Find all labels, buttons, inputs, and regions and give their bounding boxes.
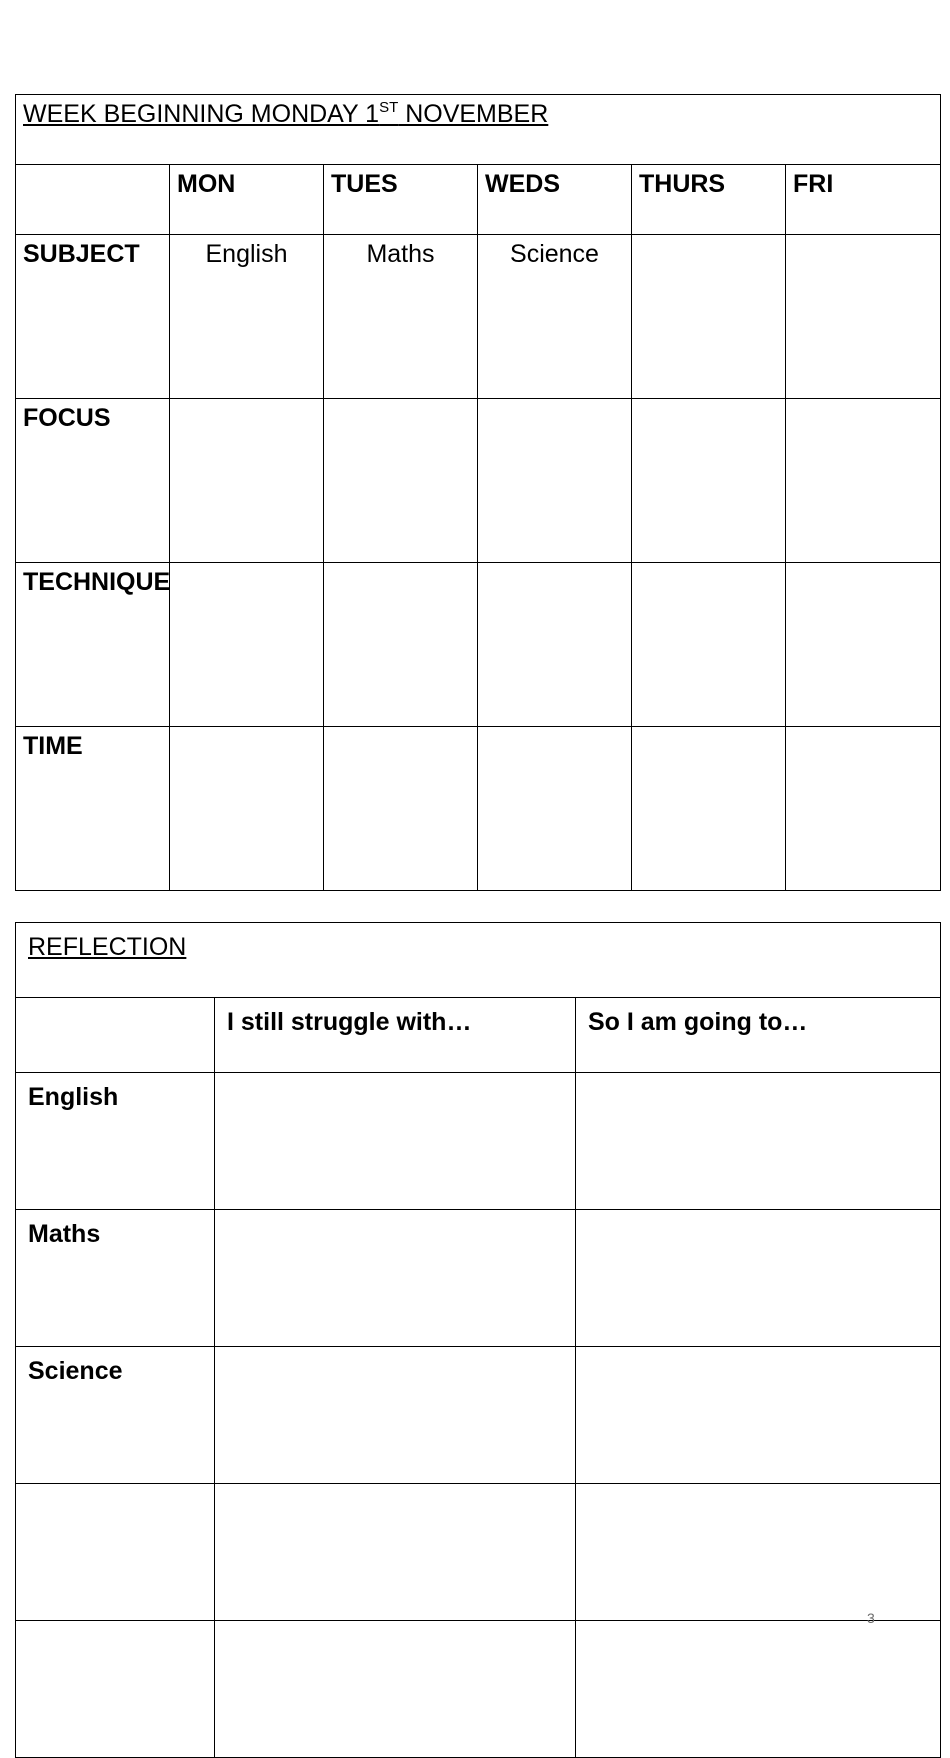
subject-thurs-cell <box>632 235 786 399</box>
technique-weds-cell <box>478 563 632 727</box>
focus-mon-cell <box>170 399 324 563</box>
blank-1-struggle-cell <box>215 1484 576 1621</box>
time-mon-cell <box>170 727 324 891</box>
focus-fri-cell <box>786 399 941 563</box>
reflection-corner-cell <box>16 998 215 1073</box>
time-thurs-cell <box>632 727 786 891</box>
column-header-struggle: I still struggle with… <box>215 998 576 1073</box>
subject-weds-cell: Science <box>478 235 632 399</box>
schedule-title-cell <box>16 95 941 165</box>
focus-weds-cell <box>478 399 632 563</box>
reflection-title: REFLECTION <box>28 933 187 961</box>
reflection-label-blank-2 <box>16 1621 215 1758</box>
subject-tues-cell: Maths <box>324 235 478 399</box>
technique-fri-cell <box>786 563 941 727</box>
schedule-day-header-row <box>16 165 941 235</box>
reflection-label-blank-1 <box>16 1484 215 1621</box>
row-label-focus: FOCUS <box>16 399 170 563</box>
english-plan-cell <box>576 1073 941 1210</box>
reflection-label-english: English <box>16 1073 215 1210</box>
schedule-title-superscript: ST <box>379 99 399 116</box>
subject-mon-cell: English <box>170 235 324 399</box>
schedule-title-end: NOVEMBER <box>398 100 549 128</box>
reflection-row-maths <box>16 1210 941 1347</box>
english-struggle-cell <box>215 1073 576 1210</box>
row-label-technique: TECHNIQUE <box>16 563 170 727</box>
day-header-fri: FRI <box>786 165 941 235</box>
schedule-title-main: WEEK BEGINNING MONDAY 1 <box>23 100 380 128</box>
day-header-tues: TUES <box>324 165 478 235</box>
reflection-title-cell <box>16 923 941 998</box>
column-header-plan: So I am going to… <box>576 998 941 1073</box>
weekly-schedule-table <box>15 94 941 891</box>
schedule-corner-cell <box>16 165 170 235</box>
technique-thurs-cell <box>632 563 786 727</box>
science-plan-cell <box>576 1347 941 1484</box>
technique-tues-cell <box>324 563 478 727</box>
reflection-label-science: Science <box>16 1347 215 1484</box>
maths-struggle-cell <box>215 1210 576 1347</box>
reflection-header-row <box>16 998 941 1073</box>
focus-thurs-cell <box>632 399 786 563</box>
page-number: 3 <box>867 1610 875 1626</box>
technique-mon-cell <box>170 563 324 727</box>
schedule-title <box>23 100 548 128</box>
science-struggle-cell <box>215 1347 576 1484</box>
reflection-row-blank-2 <box>16 1621 941 1758</box>
blank-1-plan-cell <box>576 1484 941 1621</box>
schedule-row-focus <box>16 399 941 563</box>
time-tues-cell <box>324 727 478 891</box>
time-weds-cell <box>478 727 632 891</box>
focus-tues-cell <box>324 399 478 563</box>
row-label-time: TIME <box>16 727 170 891</box>
reflection-label-maths: Maths <box>16 1210 215 1347</box>
schedule-row-subject <box>16 235 941 399</box>
reflection-row-science <box>16 1347 941 1484</box>
day-header-mon: MON <box>170 165 324 235</box>
reflection-table <box>15 922 941 1758</box>
day-header-thurs: THURS <box>632 165 786 235</box>
row-label-subject: SUBJECT <box>16 235 170 399</box>
reflection-row-english <box>16 1073 941 1210</box>
time-fri-cell <box>786 727 941 891</box>
reflection-row-blank-1 <box>16 1484 941 1621</box>
blank-2-plan-cell <box>576 1621 941 1758</box>
day-header-weds: WEDS <box>478 165 632 235</box>
schedule-row-technique <box>16 563 941 727</box>
schedule-title-row <box>16 95 941 165</box>
blank-2-struggle-cell <box>215 1621 576 1758</box>
schedule-row-time <box>16 727 941 891</box>
subject-fri-cell <box>786 235 941 399</box>
maths-plan-cell <box>576 1210 941 1347</box>
reflection-title-row <box>16 923 941 998</box>
